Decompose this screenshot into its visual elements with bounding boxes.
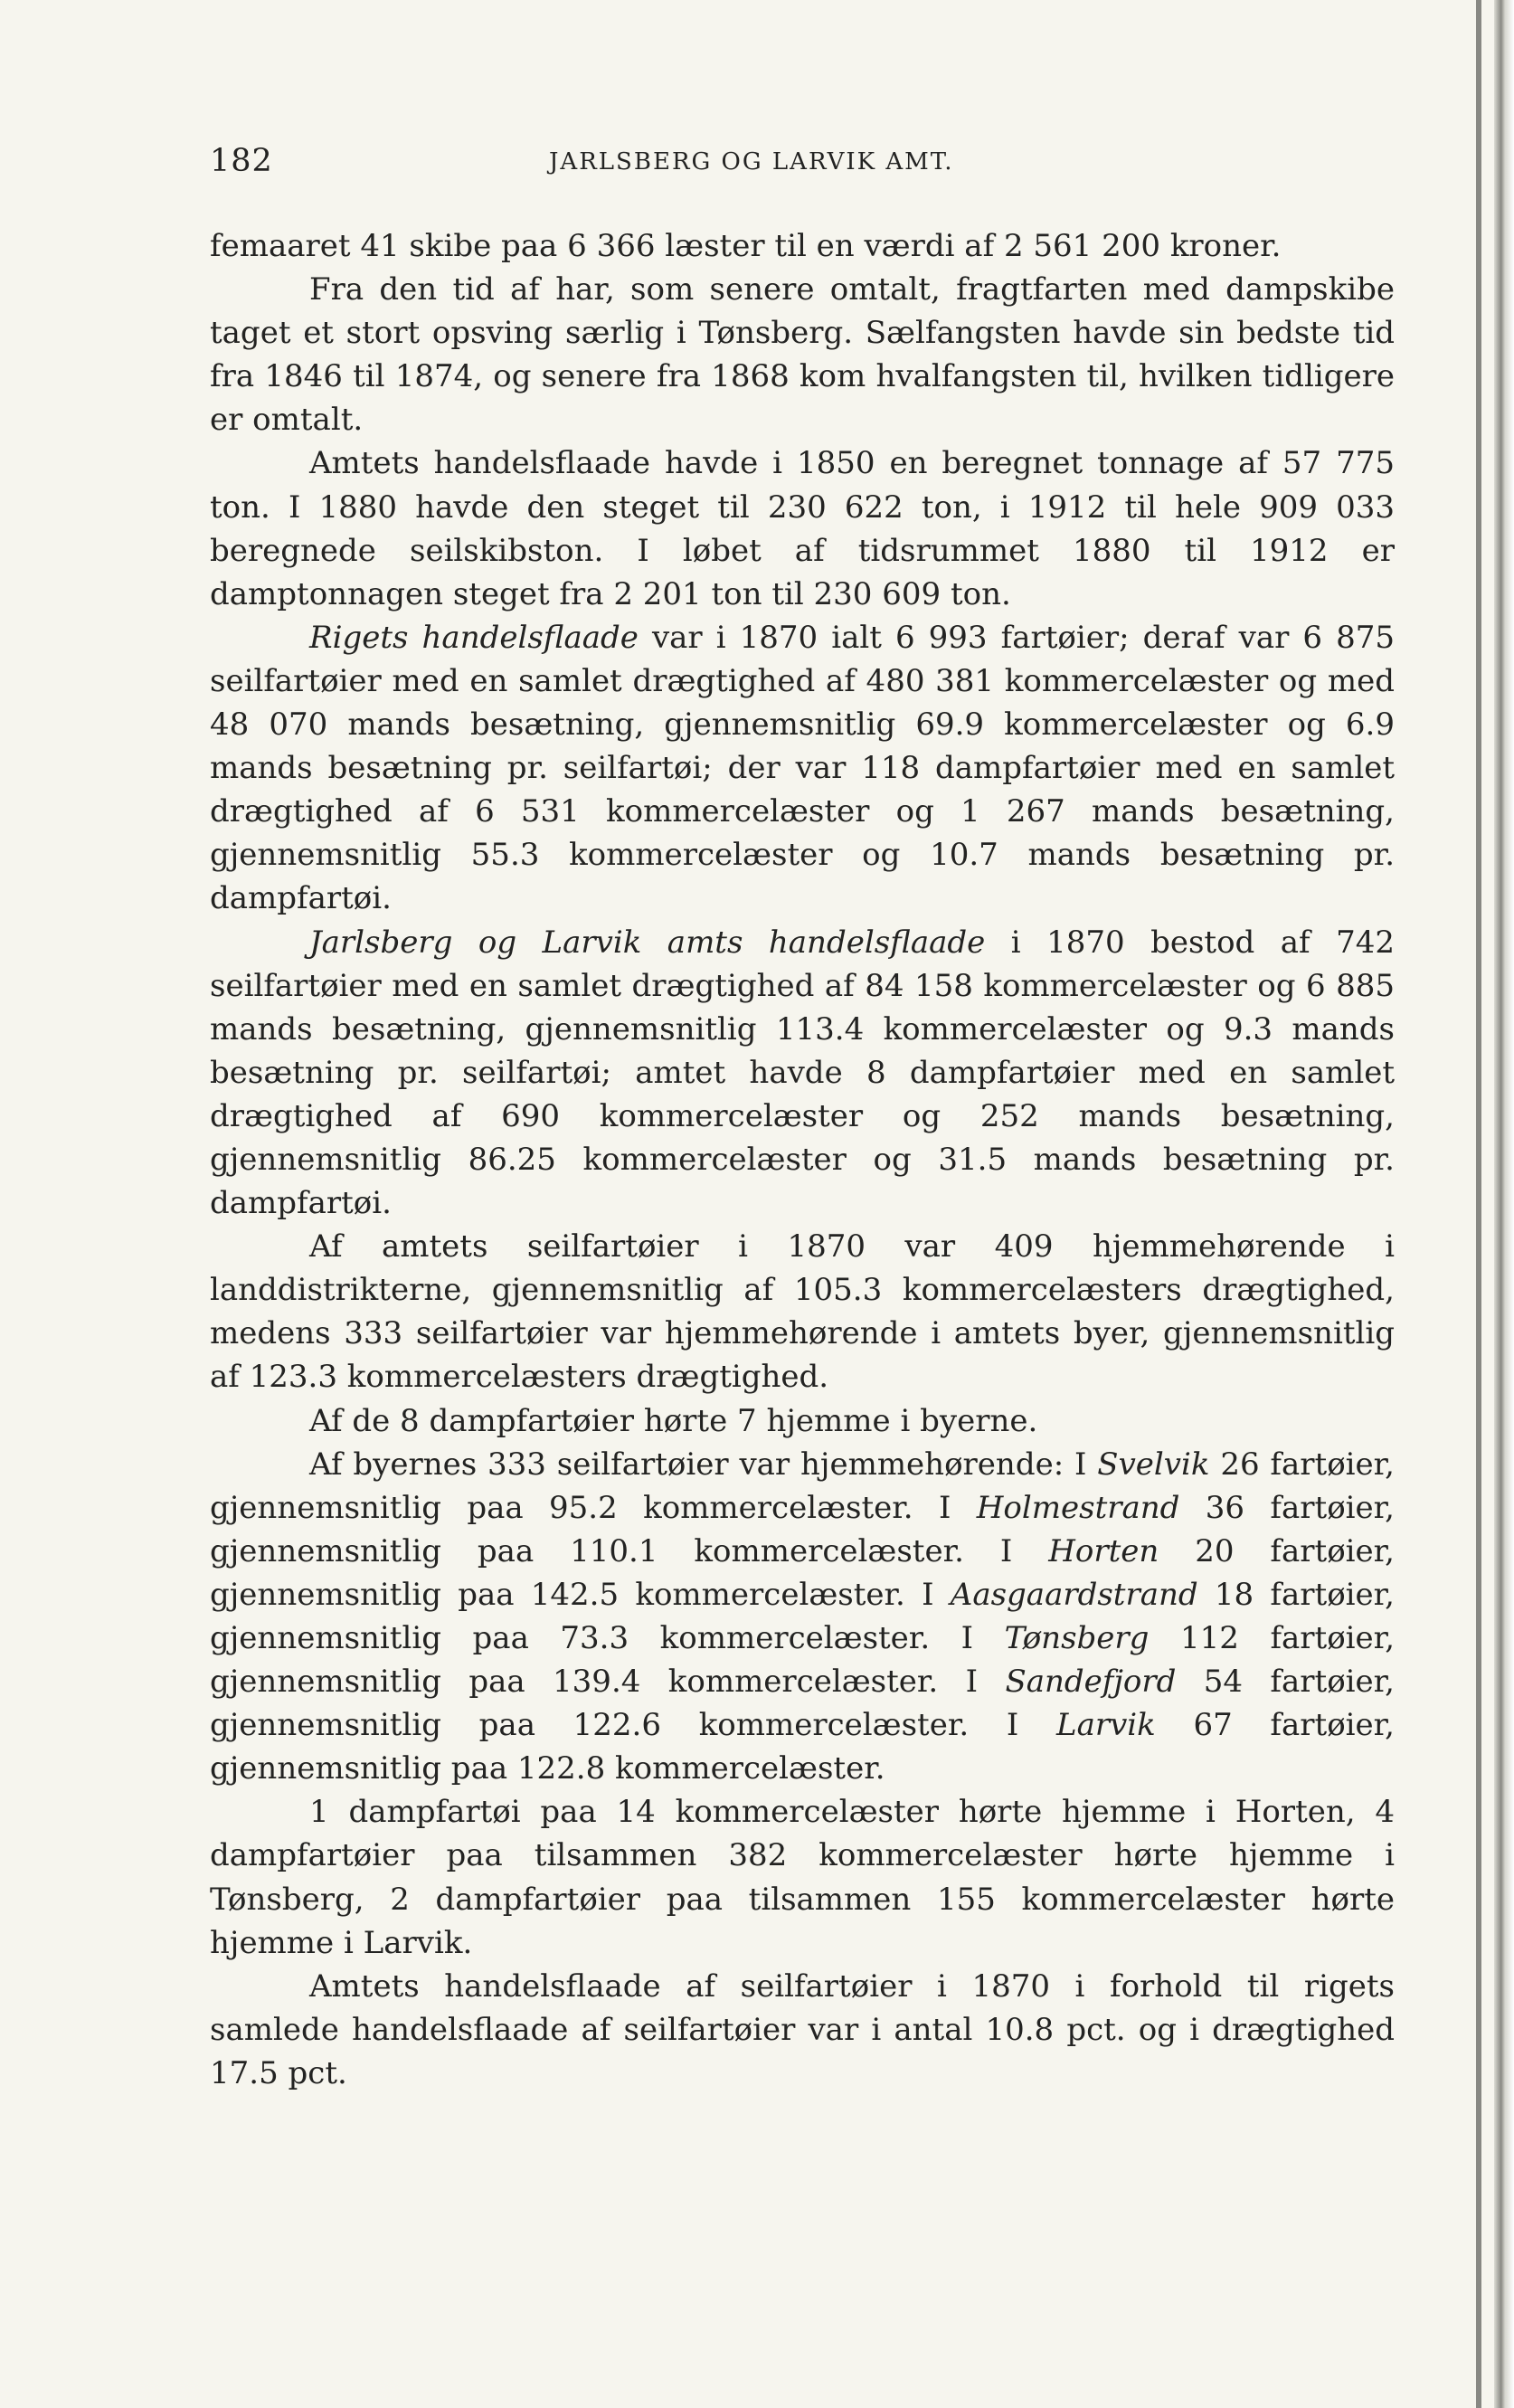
page-edge: [1494, 0, 1514, 2408]
paragraph: [210, 224, 1395, 268]
text-run: Amtets handelsflaade havde i 1850 en beregnet tonnage af 57 775 ton. I 1880 havde den steget til 230 622 ton, i 1912 til hele 909 033 beregnede seilskibston. I løbet af tidsrummet 1880 til 1912 er damptonnagen steget fra 2 201 ton til 230 609 ton.: [210, 445, 1395, 612]
italic-phrase: Tønsberg: [1004, 1620, 1150, 1656]
italic-phrase: Holmestrand: [976, 1489, 1180, 1526]
text-run: Af de 8 dampfartøier hørte 7 hjemme i byerne.: [309, 1402, 1038, 1439]
italic-phrase: Svelvik: [1097, 1446, 1210, 1483]
running-head: JARLSBERG OG LARVIK AMT.: [549, 148, 954, 175]
text-run: 26 fartøier, gjennemsnitlig paa 95.2 kommercelæster. I: [210, 1446, 1395, 1526]
text-run: var i 1870 ialt 6 993 fartøier; deraf var 6 875 seilfartøier med en samlet drægtighed af 480 381 kommercelæster og med 48 070 mands besætning, gjennemsnitlig 69.9 kommercelæster og 6.9 mands besætning pr. seilfartøi; der var 118 dampfartøier med en samlet drægtighed af 6 531 kommercelæster og 1 267 mands besætning, gjennemsnitlig 55.3 kommercelæster og 10.7 mands besætning pr. dampfartøi.: [210, 619, 1396, 917]
paragraph: [210, 1443, 1395, 1791]
paragraph: [210, 616, 1395, 921]
text-run: 1 dampfartøi paa 14 kommercelæster hørte hjemme i Horten, 4 dampfartøier paa tilsammen 382 kommercelæster hørte hjemme i Tønsberg, 2 dampfartøier paa tilsammen 155 kommercelæster hørte hjemme i Larvik.: [210, 1794, 1395, 1961]
text-run: 20 fartøier, gjennemsnitlig paa 142.5 kommercelæster. I: [210, 1532, 1395, 1613]
text-run: i 1870 bestod af 742 seilfartøier med en samlet drægtighed af 84 158 kommercelæster og 6 885 mands besætning, gjennemsnitlig 113.4 kommercelæster og 9.3 mands besætning pr. seilfartøi; amtet havde 8 dampfartøier med en samlet drægtighed af 690 kommercelæster og 252 mands besætning, gjennemsnitlig 86.25 kommercelæster og 31.5 mands besætning pr. dampfartøi.: [210, 924, 1396, 1222]
text-run: Amtets handelsflaade af seilfartøier i 1870 i forhold til rigets samlede handelsflaade af seilfartøier var i antal 10.8 pct. og i drægtighed 17.5 pct.: [210, 1967, 1395, 2091]
paragraph: [210, 1790, 1395, 1964]
text-run: 36 fartøier, gjennemsnitlig paa 110.1 kommercelæster. I: [210, 1489, 1395, 1569]
paragraph: [210, 268, 1395, 441]
text-run: 67 fartøier, gjennemsnitlig paa 122.8 kommercelæster.: [210, 1707, 1395, 1787]
italic-phrase: Rigets handelsflaade: [309, 619, 639, 656]
text-run: 112 fartøier, gjennemsnitlig paa 139.4 kommercelæster. I: [210, 1620, 1395, 1701]
italic-phrase: Horten: [1048, 1532, 1159, 1569]
text-run: 54 fartøier, gjennemsnitlig paa 122.6 kommercelæster. I: [210, 1664, 1395, 1744]
paragraph: [210, 921, 1395, 1226]
paragraph: [210, 441, 1395, 615]
text-run: Af amtets seilfartøier i 1870 var 409 hjemmehørende i landdistrikterne, gjennemsnitlig af 105.3 kommercelæsters drægtighed, medens 333 seilfartøier var hjemmehørende i amtets byer, gjennemsnitlig af 123.3 kommercelæsters drægtighed.: [210, 1228, 1395, 1396]
italic-phrase: Sandefjord: [1005, 1664, 1177, 1701]
page-edge-shadow: [1476, 0, 1481, 2408]
body-text: [210, 224, 1395, 2095]
text-run: Af byernes 333 seilfartøier var hjemmehørende: I: [309, 1446, 1098, 1483]
text-run: 18 fartøier, gjennemsnitlig paa 73.3 kommercelæster. I: [210, 1576, 1395, 1656]
paragraph: [210, 1965, 1395, 2095]
text-run: femaaret 41 skibe paa 6 366 læster til en værdi af 2 561 200 kroner.: [210, 228, 1282, 264]
italic-phrase: Jarlsberg og Larvik amts handelsflaade: [309, 924, 986, 961]
page-number: 182: [210, 143, 273, 179]
page-header: [210, 143, 1404, 188]
italic-phrase: Larvik: [1055, 1707, 1156, 1744]
paragraph: [210, 1399, 1395, 1443]
text-run: Fra den tid af har, som senere omtalt, fragtfarten med dampskibe taget et stort opsving særlig i Tønsberg. Sælfangsten havde sin bedste tid fra 1846 til 1874, og senere fra 1868 kom hvalfangsten til, hvilken tidligere er omtalt.: [210, 271, 1395, 439]
paragraph: [210, 1225, 1395, 1398]
italic-phrase: Aasgaardstrand: [950, 1576, 1198, 1613]
